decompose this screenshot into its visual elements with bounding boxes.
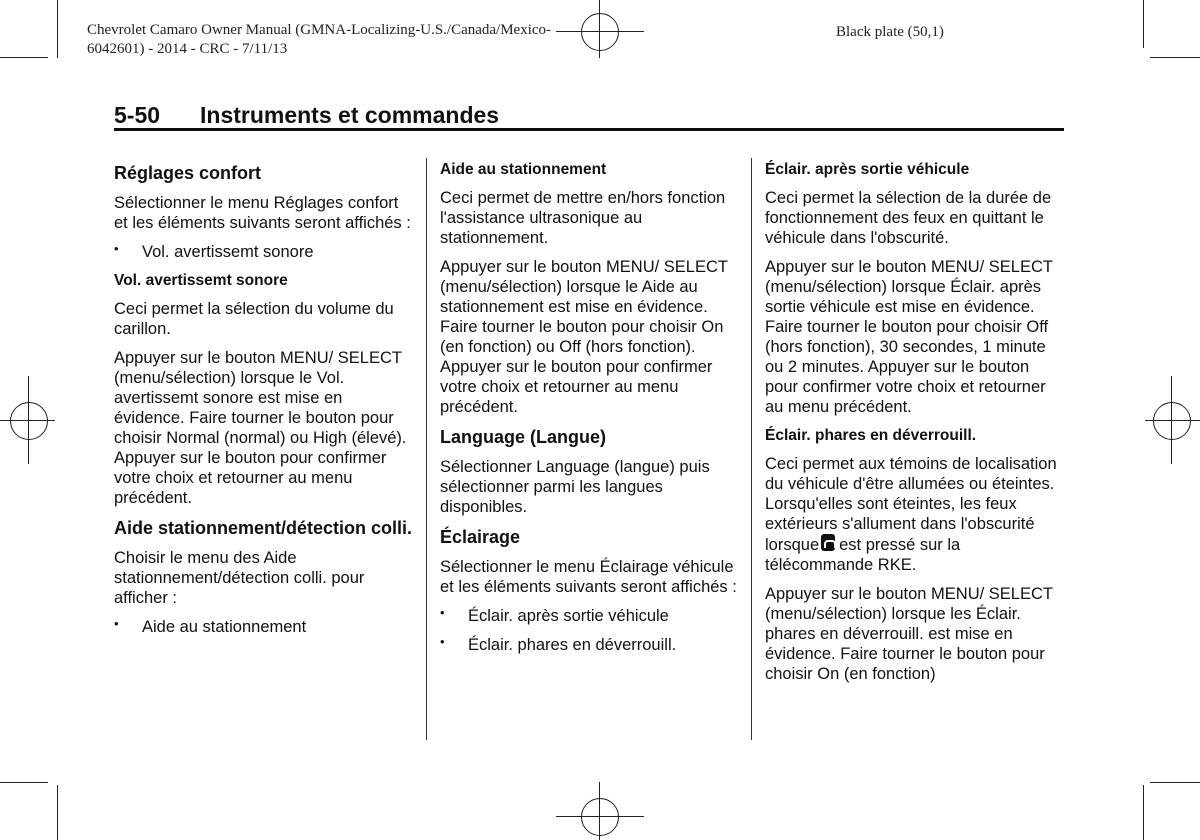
paragraph: Appuyer sur le bouton MENU/ SELECT (menu/sélection) lorsque Éclair. après sortie véhicule est mise en évidence. Faire tourner le bouton pour choisir Off (hors fonction), 30 secondes, 1 minute ou 2 minutes. Appuyer sur le bouton pour confirmer votre choix et retourner au menu précédent. [765,258,1053,416]
heading-aide-stationnement: Aide stationnement/détection colli. [114,518,413,538]
paragraph: Sélectionner le menu Réglages confort et les éléments suivants seront affichés : [114,194,411,232]
paragraph: Appuyer sur le bouton MENU/ SELECT (menu/sélection) lorsque les Éclair. phares en déverrouill. est mise en évidence. Faire tourner le bouton pour choisir On (en fonction) [765,585,1053,683]
bullet-list [114,617,414,637]
paragraph: Appuyer sur le bouton MENU/ SELECT (menu/sélection) lorsque le Aide au stationnement est mise en évidence. Faire tourner le bouton pour choisir On (en fonction) ou Off (hors fonction). Appuyer sur le bouton pour confirmer votre choix et retourner au menu précédent. [440,258,728,416]
header-line-1: Chevrolet Camaro Owner Manual (GMNA-Localizing-U.S./Canada/Mexico- [87,22,552,38]
list-item: • Éclair. phares en déverrouill. [440,634,677,654]
list-item: • Vol. avertissemt sonore [114,241,314,261]
list-item: • Aide au stationnement [114,616,307,636]
subheading-vol-avertissemt: Vol. avertissemt sonore [114,272,288,289]
subheading-eclair-apres-sortie: Éclair. après sortie véhicule [765,161,970,178]
print-header [87,21,551,59]
crop-mark [1143,785,1144,840]
column-divider [751,158,752,740]
subheading-eclair-phares: Éclair. phares en déverrouill. [765,427,977,444]
page-number: 5-50 [114,102,161,128]
header-line-2: 6042601) - 2014 - CRC - 7/11/13 [87,41,288,57]
paragraph: Ceci permet la sélection du volume du carillon. [114,300,394,338]
crop-mark [1143,0,1144,48]
list-item: • Éclair. après sortie véhicule [440,605,669,625]
paragraph: Ceci permet de mettre en/hors fonction l'assistance ultrasonique au stationnement. [440,189,726,247]
column-2 [426,158,738,664]
paragraph: Appuyer sur le bouton MENU/ SELECT (menu/sélection) lorsque le Vol. avertissemt sonore est mise en évidence. Faire tourner le bouton pour choisir Normal (normal) ou High (élevé). Appuyer sur le bouton pour confirmer votre choix et retourner au menu précédent. [114,349,407,507]
paragraph: Sélectionner le menu Éclairage véhicule et les éléments suivants seront affichés : [440,558,737,596]
column-divider [426,158,427,740]
paragraph: Ceci permet aux témoins de localisation du véhicule d'être allumées ou éteintes. Lorsqu'elles sont éteintes, les feux extérieurs s'allument dans l'obscurité lorsque est pressé sur la télécommande RKE. [765,455,1057,574]
heading-language: Language (Langue) [440,427,606,447]
paragraph: Sélectionner Language (langue) puis sélectionner parmi les langues disponibles. [440,458,710,516]
column-3 [751,158,1063,693]
heading-reglages-confort: Réglages confort [114,163,262,183]
paragraph: Ceci permet la sélection de la durée de fonctionnement des feux en quittant le véhicule dans l'obscurité. [765,189,1052,247]
crop-mark [57,0,58,58]
bullet-list [114,242,414,262]
crop-mark [0,782,48,783]
unlock-icon [821,534,835,551]
crop-mark [0,57,48,58]
bullet-list [440,606,738,655]
crop-mark [1150,57,1200,58]
heading-eclairage: Éclairage [440,527,521,547]
column-1 [114,158,414,646]
paragraph: Choisir le menu des Aide stationnement/détection colli. pour afficher : [114,549,365,607]
title-rule [114,128,1064,131]
section-title: Instruments et commandes [200,102,500,128]
plate-label: Black plate (50,1) [836,24,944,40]
crop-mark [57,785,58,840]
subheading-aide-au-stationnement: Aide au stationnement [440,161,607,178]
crop-mark [1150,782,1200,783]
